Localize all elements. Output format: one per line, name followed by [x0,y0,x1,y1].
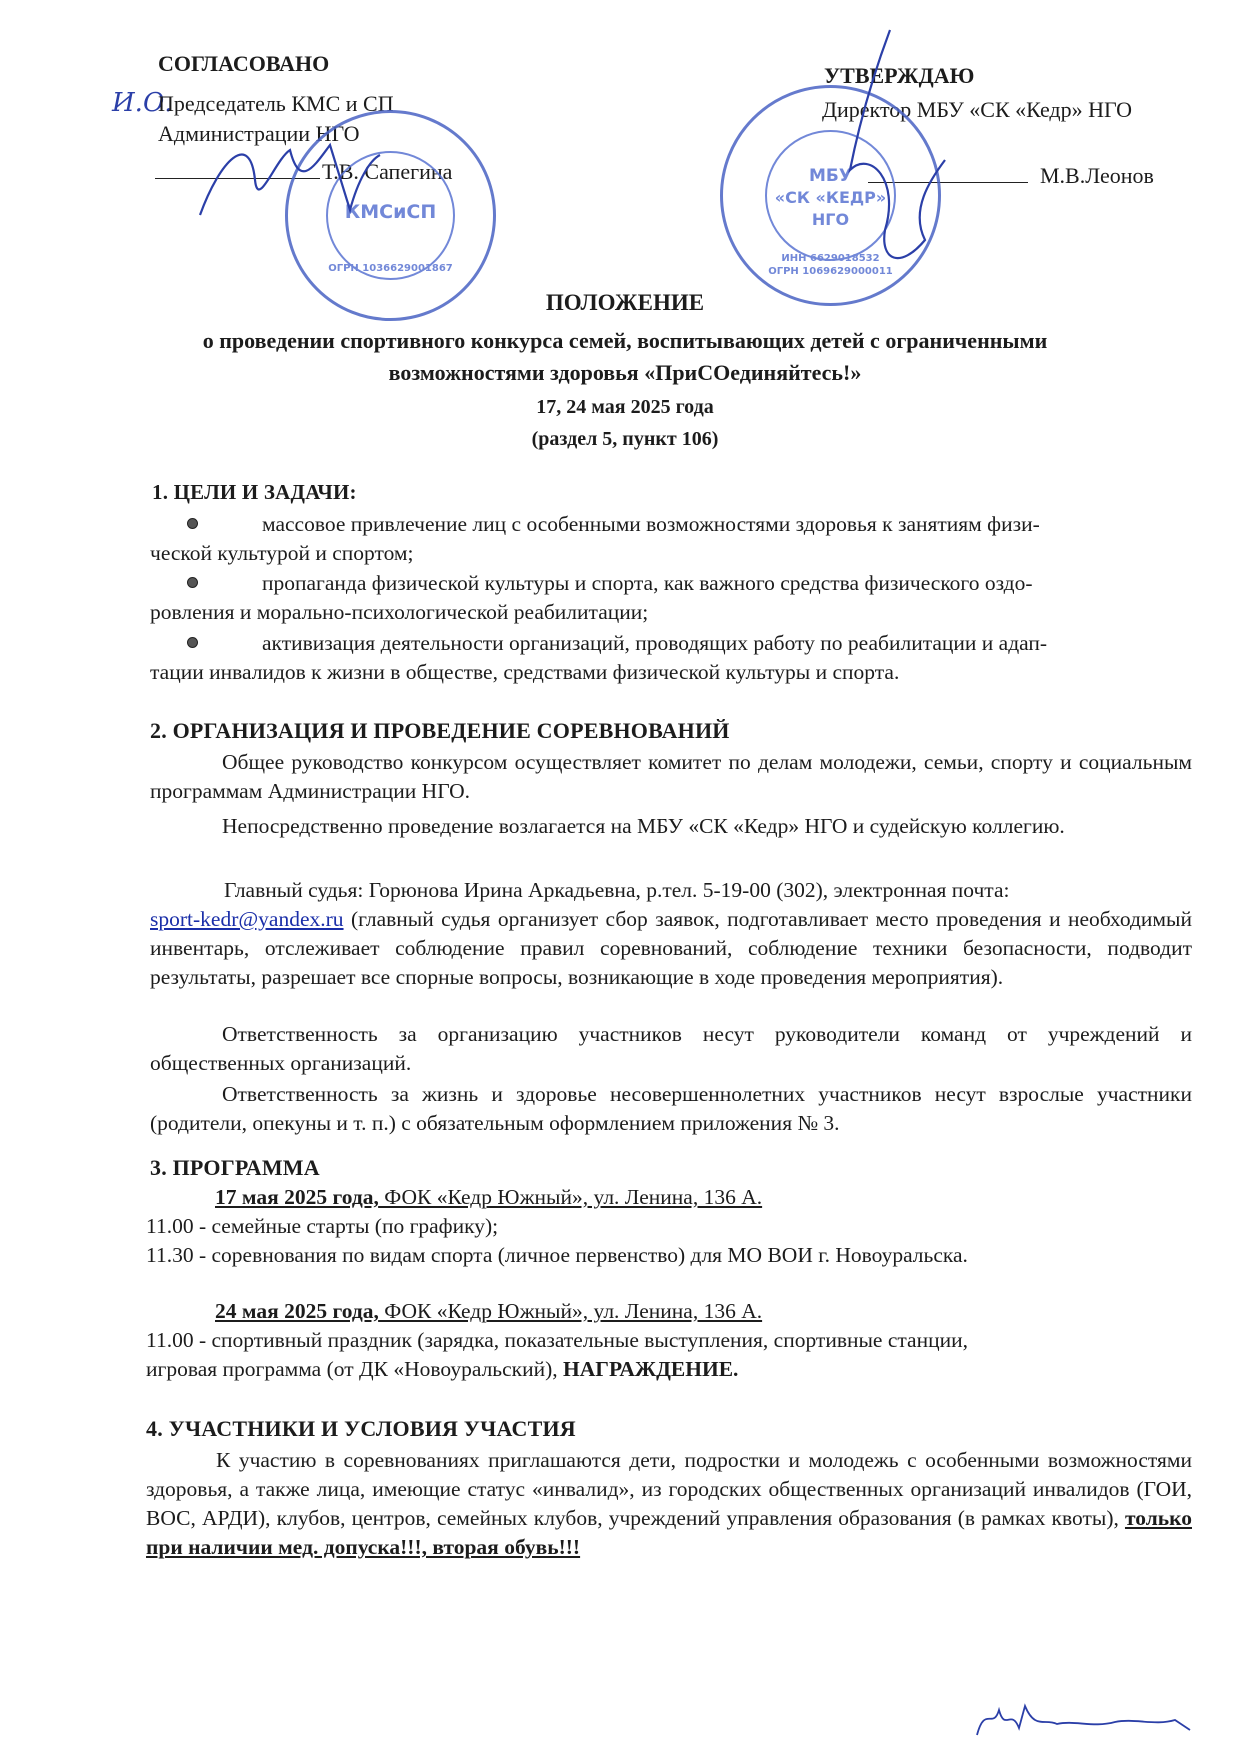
chief-judge-line: Главный судья: Горюнова Ирина Аркадьевна, р.тел. 5-19-00 (302), электронная почта: [224,878,1010,902]
title-date: 17, 24 мая 2025 года [536,396,714,418]
section2-paragraph5: Ответственность за жизнь и здоровье несовершеннолетних участников несут взрослые участники (родители, опекуны и т. п.) с обязательным оформлением приложения № 3. [150,1082,1192,1135]
goal-1-line2: ческой культурой и спортом; [150,541,414,565]
day1-header [215,1183,762,1212]
section2-heading: 2. ОРГАНИЗАЦИЯ И ПРОВЕДЕНИЕ СОРЕВНОВАНИЙ [150,718,730,743]
left-handwritten-signature [180,120,380,240]
goal-2-line2: ровления и морально-психологической реабилитации; [150,600,649,624]
bullet-3 [187,637,198,648]
bullet-1 [187,518,198,529]
section2-paragraph1: Общее руководство конкурсом осуществляет комитет по делам молодежи, семьи, спорту и социальным программам Администрации НГО. [150,750,1192,803]
left-position-line2: Администрации НГО [158,121,360,146]
left-official-stamp: КМСиСП ОГРН 1036629001867 [285,110,496,321]
footer-handwritten-signature [975,1700,1205,1740]
goal-1-line1: массовое привлечение лиц с особенными возможностями здоровья к занятиям физи- [262,512,1040,536]
document-title: ПОЛОЖЕНИЕ [545,290,705,315]
participants-text: К участию в соревнованиях приглашаются дети, подростки и молодежь с особенными возможностями здоровья, а также лица, имеющие статус «инвалид», из городских общественных организаций инвалидов (ГОИ, ВОС, АРДИ), клубов, центров, семейных клубов, учреждений управления образования (в рамках квоты), [146,1448,1192,1530]
day2-item2 [146,1355,738,1384]
title-line2: возможностями здоровья «ПриСОединяйтесь!» [388,360,862,385]
left-signatory-name: Т.В. Сапегина [322,159,453,184]
section2-paragraph2: Непосредственно проведение возлагается на МБУ «СК «Кедр» НГО и судейскую коллегию. [222,814,1065,838]
day1-place: ФОК «Кедр Южный», ул. Ленина, 136 А. [378,1185,763,1209]
day1-item1: 11.00 - семейные старты (по графику); [146,1214,499,1238]
right-official-stamp: МБУ «СК «КЕДР» НГО ИНН 6629018532 ОГРН 1069629000011 [720,85,941,306]
section2-paragraph4: Ответственность за организацию участников несут руководители команд от учреждений и общественных организаций. [150,1022,1192,1075]
day2-header [215,1297,762,1326]
section2-paragraph3 [150,876,1192,992]
section4-paragraph1 [146,1446,1192,1562]
approve-heading: УТВЕРЖДАЮ [824,63,975,88]
day1-date: 17 мая 2025 года, [215,1185,379,1209]
section1-heading: 1. ЦЕЛИ И ЗАДАЧИ: [152,480,357,504]
title-line1: о проведении спортивного конкурса семей, воспитывающих детей с ограниченными [202,328,1048,353]
awards-label: НАГРАЖДЕНИЕ. [563,1357,739,1381]
left-position-line1: Председатель КМС и СП [158,91,394,116]
section4-heading: 4. УЧАСТНИКИ И УСЛОВИЯ УЧАСТИЯ [146,1416,576,1441]
goal-3-line1: активизация деятельности организаций, проводящих работу по реабилитации и адап- [262,631,1048,655]
day2-date: 24 мая 2025 года, [215,1299,379,1323]
section3-heading: 3. ПРОГРАММА [150,1155,320,1180]
acting-annotation: И.О. [112,88,173,118]
day2-item2-text: игровая программа (от ДК «Новоуральский), [146,1357,564,1381]
approved-heading: СОГЛАСОВАНО [158,51,330,76]
day2-item1: 11.00 - спортивный праздник (зарядка, показательные выступления, спортивные станции, [146,1328,968,1352]
right-handwritten-signature [830,30,950,290]
requirements-note: только при наличии мед. допуска!!!, вторая обувь!!! [146,1506,1192,1559]
right-position-line1: Директор МБУ «СК «Кедр» НГО [822,97,1133,122]
goal-2-line1: пропаганда физической культуры и спорта, как важного средства физического оздо- [262,571,1033,595]
title-reference: (раздел 5, пункт 106) [531,428,719,450]
bullet-2 [187,577,198,588]
day1-item2: 11.30 - соревнования по видам спорта (личное первенство) для МО ВОИ г. Новоуральска. [146,1243,968,1267]
goal-3-line2: тации инвалидов к жизни в обществе, средствами физической культуры и спорта. [150,660,900,684]
chief-judge-duties: (главный судья организует сбор заявок, подготавливает место проведения и необходимый инвентарь, отслеживает соблюдение правил соревнований, соблюдение техники безопасности, подводит результаты, разрешает все спорные вопросы, возникающие в ходе проведения мероприятия). [150,907,1192,989]
email-link[interactable]: sport-kedr@yandex.ru [150,907,344,931]
right-signatory-name: М.В.Леонов [1040,163,1154,188]
day2-place: ФОК «Кедр Южный», ул. Ленина, 136 А. [378,1299,763,1323]
